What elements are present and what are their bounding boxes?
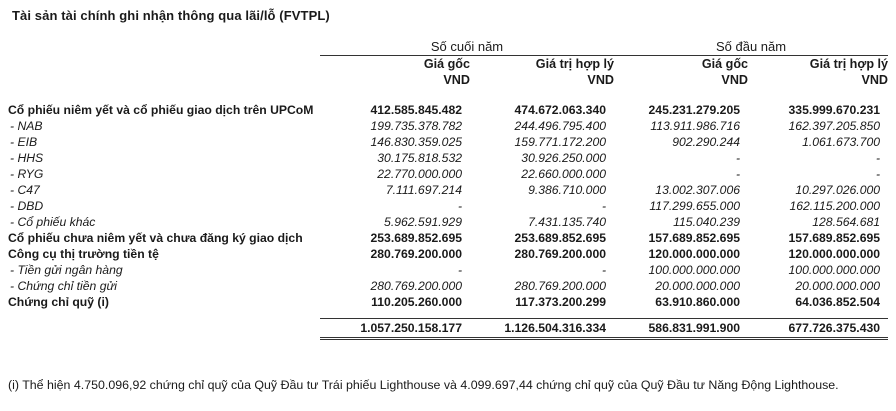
cell-fair-start: - — [875, 151, 881, 165]
cell-cost-start: 245.231.279.205 — [648, 103, 741, 117]
table-row — [8, 278, 888, 294]
cell-cost-start: 113.911.986.716 — [650, 119, 741, 133]
header-year-end: Số cuối năm — [320, 38, 614, 56]
row-label: Công cụ thị trường tiền tệ — [8, 247, 159, 261]
cell-fair-end: 280.769.200.000 — [514, 247, 607, 261]
cell-fair-end: 244.496.795.400 — [514, 119, 607, 133]
fvtpl-table — [8, 38, 888, 340]
cell-cost-end: 280.769.200.000 — [370, 247, 462, 261]
row-label: - RYG — [10, 167, 44, 181]
table-row — [8, 166, 888, 182]
unit-label: VND — [587, 73, 615, 87]
row-label: - EIB — [10, 135, 38, 149]
cell-cost-start: 157.689.852.695 — [648, 231, 741, 245]
table-row — [8, 118, 888, 134]
header-cost-end: Giá gốc — [423, 57, 470, 71]
table-row — [8, 214, 888, 230]
footnote: (i) Thể hiện 4.750.096,92 chứng chỉ quỹ của Quỹ Đầu tư Trái phiếu Lighthouse và 4.099.697,44 chứng chỉ quỹ của Quỹ Đầu tư Năng Động Lighthouse. — [8, 378, 839, 392]
cell-fair-start: 128.564.681 — [812, 215, 881, 229]
header-cost-start: Giá gốc — [701, 57, 749, 71]
cell-fair-end: 9.386.710.000 — [528, 183, 607, 197]
header-year-start: Số đầu năm — [614, 38, 888, 56]
cell-fair-end: 474.672.063.340 — [514, 103, 607, 117]
cell-fair-end: 253.689.852.695 — [514, 231, 607, 245]
cell-fair-end: 30.926.250.000 — [521, 151, 607, 165]
cell-cost-end: - — [457, 199, 462, 213]
table-row — [8, 198, 888, 214]
cell-fair-end: 7.431.135.740 — [528, 215, 607, 229]
header-fair-start: Giá trị hợp lý — [809, 57, 889, 71]
cell-cost-end: 199.735.378.782 — [370, 119, 462, 133]
cell-cost-end: 280.769.200.000 — [370, 279, 462, 293]
header-fair-end: Giá trị hợp lý — [535, 57, 615, 71]
row-label: - DBD — [10, 199, 44, 213]
cell-cost-start: 100.000.000.000 — [648, 263, 741, 277]
cell-fair-start: 157.689.852.695 — [788, 231, 881, 245]
cell-cost-start: - — [735, 167, 741, 181]
cell-cost-start: 20.000.000.000 — [655, 279, 741, 293]
table-row — [8, 102, 888, 118]
total-cost-start: 586.831.991.900 — [614, 319, 748, 339]
row-label: Cổ phiếu chưa niêm yết và chưa đăng ký giao dịch — [8, 231, 303, 245]
cell-cost-end: 146.830.359.025 — [370, 135, 462, 149]
cell-fair-start: 64.036.852.504 — [795, 295, 881, 309]
table-row — [8, 230, 888, 246]
cell-cost-end: 412.585.845.482 — [370, 103, 462, 117]
cell-cost-start: 115.040.239 — [673, 215, 741, 229]
table-row — [8, 262, 888, 278]
cell-cost-start: 63.910.860.000 — [655, 295, 741, 309]
row-label: - Tiền gửi ngân hàng — [10, 263, 123, 277]
row-label: Chứng chỉ quỹ (i) — [8, 295, 109, 309]
cell-cost-end: 5.962.591.929 — [384, 215, 462, 229]
total-fair-end: 1.126.504.316.334 — [470, 319, 614, 339]
cell-cost-start: 117.299.655.000 — [649, 199, 741, 213]
unit-label: VND — [721, 73, 749, 87]
row-label: - Chứng chỉ tiền gửi — [10, 279, 117, 293]
table-row — [8, 294, 888, 310]
unit-label: VND — [861, 73, 889, 87]
table-row — [8, 246, 888, 262]
cell-cost-start: 120.000.000.000 — [648, 247, 741, 261]
row-label: - HHS — [10, 151, 44, 165]
cell-fair-start: 20.000.000.000 — [795, 279, 881, 293]
cell-fair-end: 159.771.172.200 — [514, 135, 607, 149]
cell-cost-start: 13.002.307.006 — [655, 183, 741, 197]
cell-fair-start: 100.000.000.000 — [788, 263, 881, 277]
cell-fair-start: 162.115.200.000 — [789, 199, 881, 213]
row-label: Cổ phiếu niêm yết và cổ phiếu giao dịch trên UPCoM — [8, 103, 314, 117]
cell-fair-end: 22.660.000.000 — [521, 167, 607, 181]
cell-fair-start: 120.000.000.000 — [788, 247, 881, 261]
cell-fair-start: 1.061.673.700 — [802, 135, 881, 149]
unit-label: VND — [443, 73, 470, 87]
cell-cost-start: - — [735, 151, 741, 165]
total-fair-start: 677.726.375.430 — [748, 319, 888, 339]
section-title: Tài sản tài chính ghi nhận thông qua lãi/lỗ (FVTPL) — [12, 8, 330, 23]
cell-cost-end: 7.111.697.214 — [385, 183, 462, 197]
cell-fair-start: 162.397.205.850 — [788, 119, 881, 133]
cell-cost-end: 30.175.818.532 — [377, 151, 462, 165]
total-row — [8, 319, 888, 339]
cell-cost-start: 902.290.244 — [672, 135, 741, 149]
row-label: - NAB — [10, 119, 43, 133]
cell-cost-end: 110.205.260.000 — [371, 295, 462, 309]
table-row — [8, 150, 888, 166]
row-label: - Cổ phiếu khác — [10, 215, 96, 229]
cell-fair-start: 10.297.026.000 — [795, 183, 881, 197]
total-cost-end: 1.057.250.158.177 — [320, 319, 470, 339]
cell-fair-start: - — [875, 167, 881, 181]
cell-cost-end: 22.770.000.000 — [377, 167, 462, 181]
cell-cost-end: - — [457, 263, 462, 277]
cell-fair-end: - — [601, 199, 607, 213]
cell-fair-end: 280.769.200.000 — [514, 279, 607, 293]
row-label: - C47 — [10, 183, 40, 197]
table-row — [8, 134, 888, 150]
cell-fair-end: 117.373.200.299 — [515, 295, 607, 309]
cell-fair-start: 335.999.670.231 — [788, 103, 881, 117]
cell-cost-end: 253.689.852.695 — [370, 231, 462, 245]
table-row — [8, 182, 888, 198]
cell-fair-end: - — [601, 263, 607, 277]
